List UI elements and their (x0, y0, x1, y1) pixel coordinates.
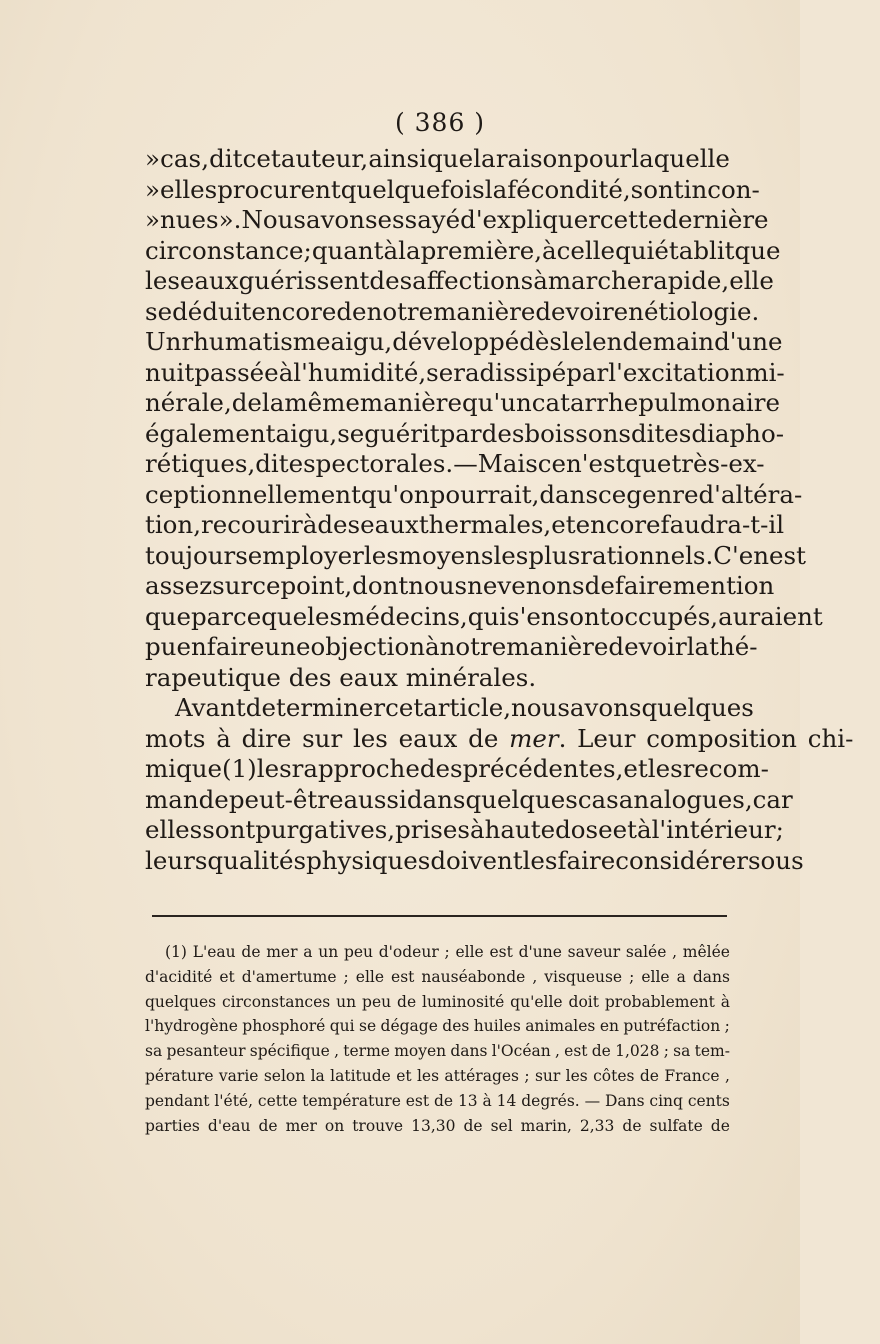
text-line: mique (1) les rapproche des précédentes , et les recom- (145, 754, 769, 783)
footnote-line: (1) L'eau de mer a un peu d'odeur ; elle est d'une saveur salée , mêlée (165, 943, 730, 961)
text-line: Un rhumatisme aigu, développé dès le lendemain d'une (145, 327, 783, 356)
text-line: nérale , de la même manière qu'un catarrhe pulmonaire (145, 388, 780, 417)
text-segment: mots à dire sur les eaux de (145, 723, 499, 753)
text-line: également aigu , se guérit par des boissons dites diapho- (145, 418, 784, 448)
main-text (145, 144, 854, 876)
footnote (145, 940, 730, 1138)
footnote-line: parties d'eau de mer on trouve 13,30 de sel marin, 2,33 de sulfate de (145, 1116, 730, 1135)
footnote-line: sa pesanteur spécifique , terme moyen dans l'Océan , est de 1,028 ; sa tem- (145, 1042, 730, 1061)
text-line: nuit passée à l'humidité , sera dissipé par l'excitation mi- (145, 357, 785, 387)
text-line: les eaux guérissent des affections à marche rapide , elle (145, 266, 774, 295)
italic-word: mer (509, 723, 559, 753)
text-line: » cas , dit cet auteur, ainsi que la raison pour laquelle (145, 144, 730, 173)
footnote-line: pendant l'été, cette température est de 13 à 14 degrés. — Dans cinq cents (145, 1091, 730, 1110)
text-line: assez sur ce point, dont nous ne venons de faire mention (145, 571, 775, 600)
text-line: » nues » . Nous avons essayé d'expliquer cette dernière (145, 205, 769, 234)
page-number: ( 386 ) (394, 108, 486, 137)
text-line: mande peut-être aussi dans quelques cas analogues, car (145, 784, 793, 814)
text-line: leurs qualités physiques doivent les faire considérer sous (145, 845, 804, 875)
footnote-line: d'acidité et d'amertume ; elle est nauséabonde , visqueuse ; elle a dans (145, 967, 730, 986)
text-line: toujours employer les moyens les plus rationnels. C'en est (145, 540, 806, 570)
text-line: » elles procurent quelquefois la fécondité , sont incon- (145, 174, 760, 204)
text-line: rapeutique des eaux minérales. (145, 662, 537, 692)
text-line-with-italic (145, 723, 854, 755)
paragraph-start-line: Avant de terminer cet article , nous avons quelques (175, 693, 754, 722)
text-line: ceptionnellement qu'on pourrait, dans ce genre d'altéra- (145, 479, 803, 509)
text-line: se déduit encore de notre manière de voir en étiologie. (145, 296, 760, 326)
footnote-separator-rule (152, 915, 727, 917)
footnote-line: quelques circonstances un peu de luminosité qu'elle doit probablement à (145, 992, 730, 1011)
text-line: elles sont purgatives , prises à haute dose et à l'intérieur; (145, 815, 784, 844)
footnote-line: l'hydrogène phosphoré qui se dégage des huiles animales en putréfaction ; (145, 1017, 730, 1036)
text-line: tion , recourir à des eaux thermales , et encore faudra-t-il (145, 510, 785, 539)
text-line: que parce que les médecins, qui s'en sont occupés, auraient (145, 601, 823, 631)
text-segment: . Leur composition chi- (558, 723, 854, 753)
text-line: circonstance ; quant à la première , à celle qui établit que (145, 235, 781, 265)
footnote-line: pérature varie selon la latitude et les attérages ; sur les côtes de France , (145, 1066, 730, 1085)
text-line: pu en faire une objection à notre manière de voir la thé- (145, 632, 758, 661)
text-line: rétiques , dites pectorales. — Mais ce n'est que très-ex- (145, 449, 765, 478)
